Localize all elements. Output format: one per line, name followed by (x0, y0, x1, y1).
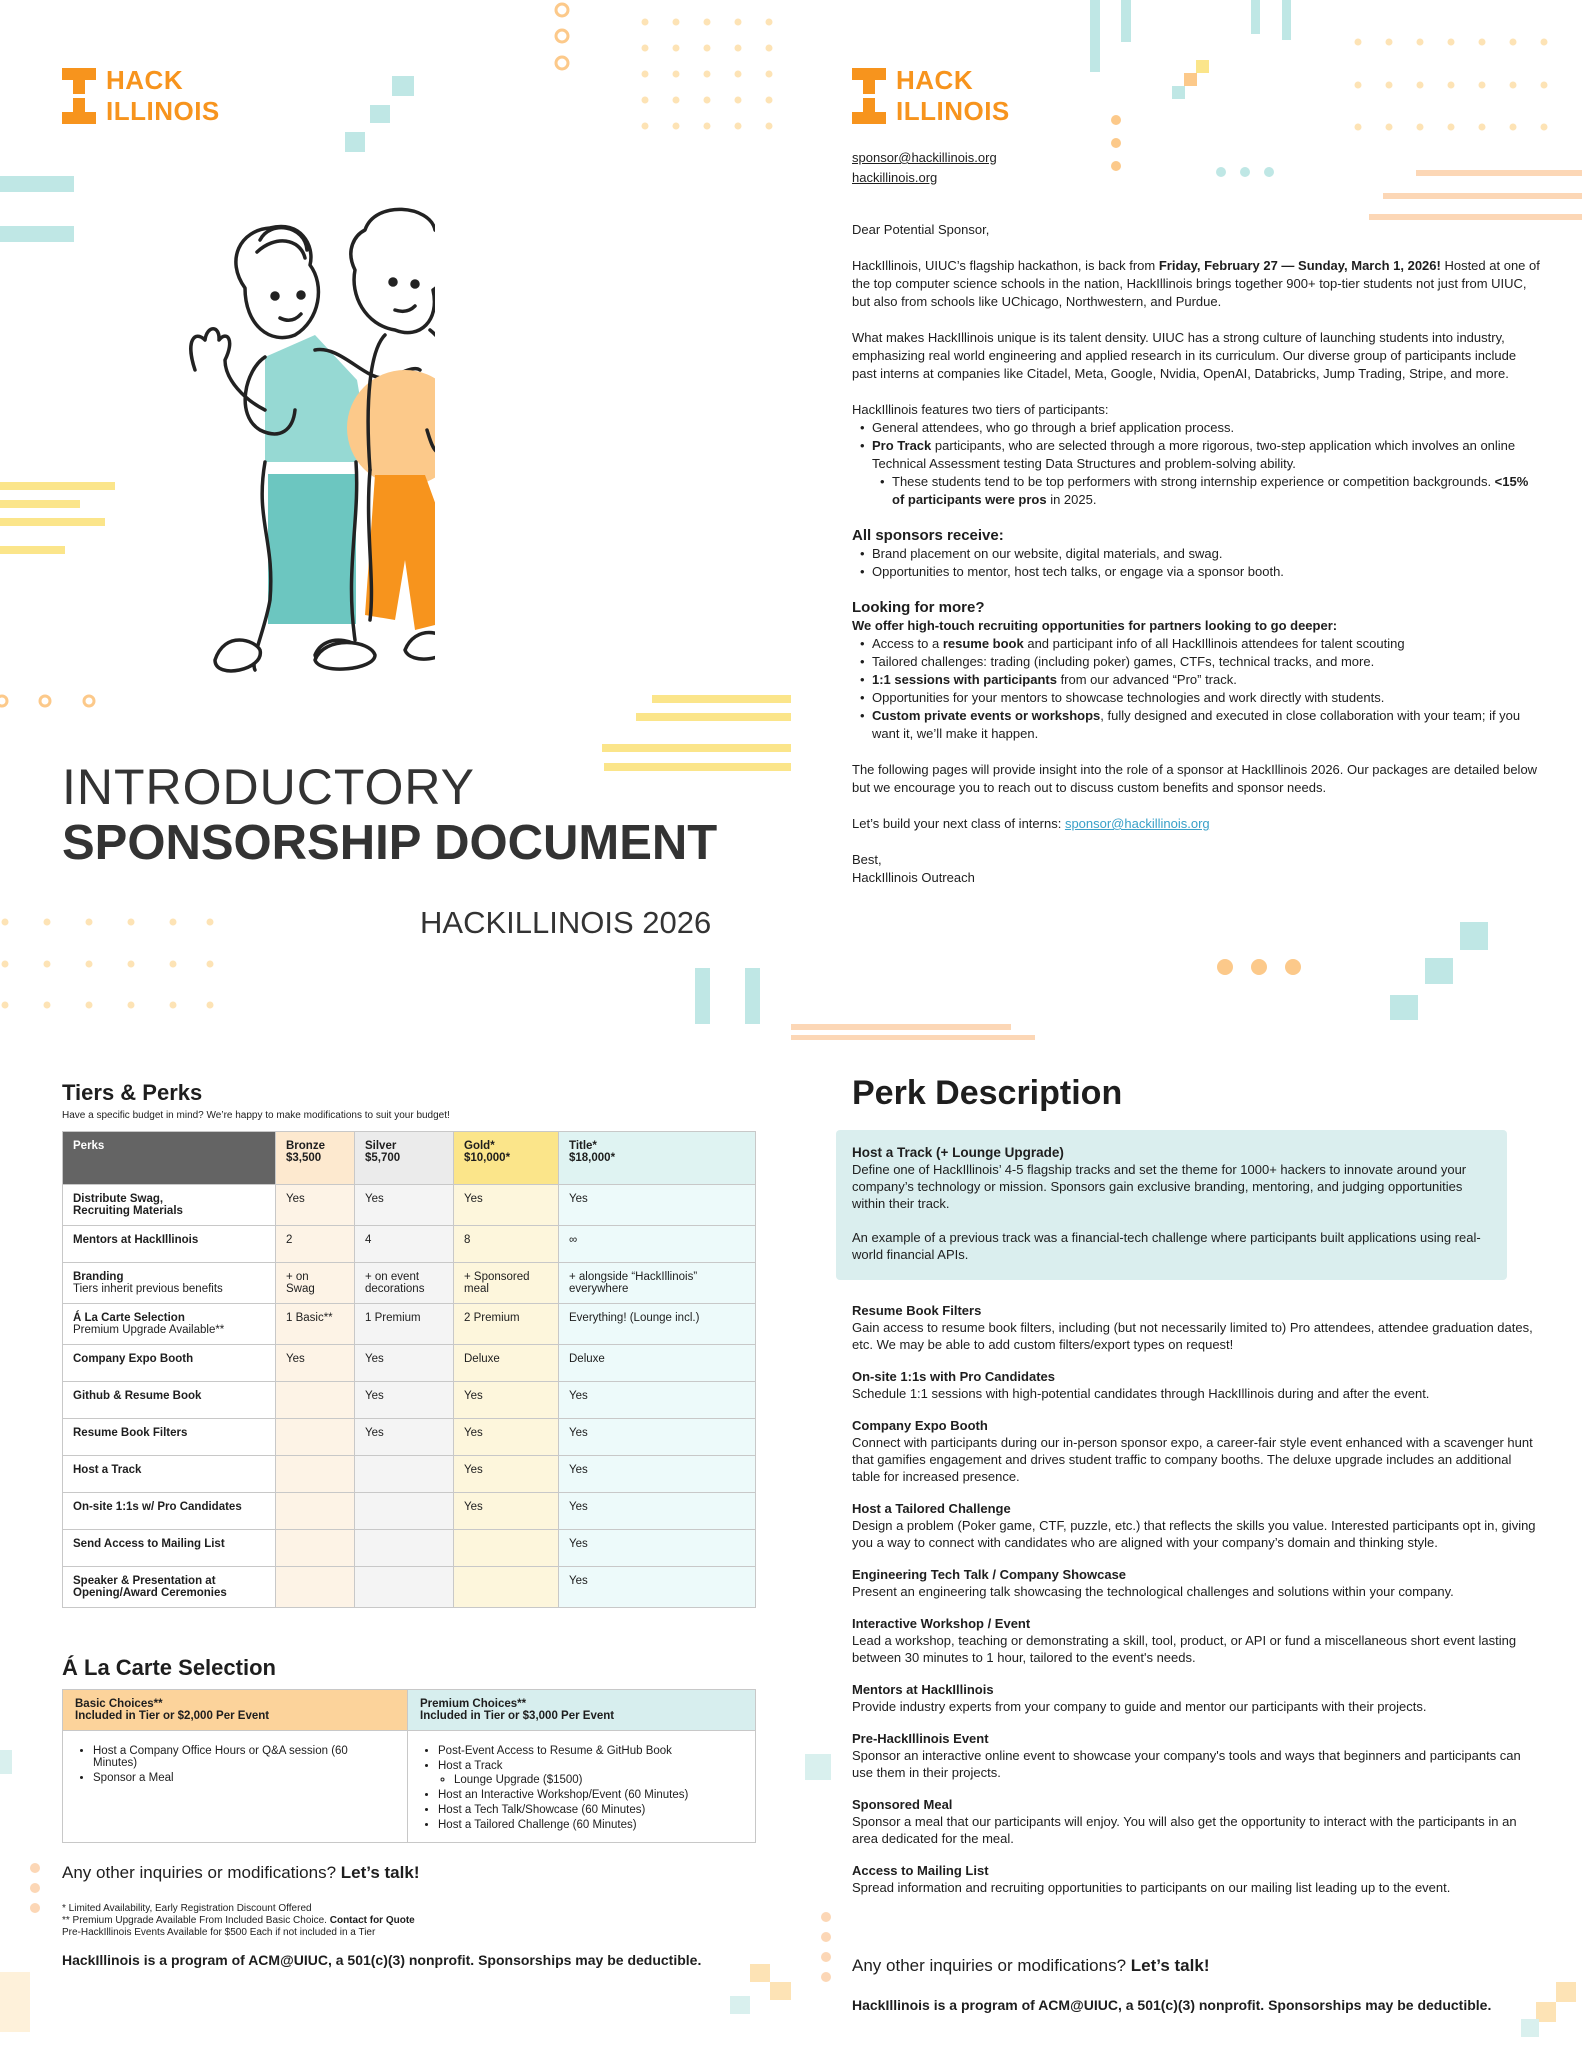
cta-email-link[interactable]: sponsor@hackillinois.org (1064, 816, 1210, 831)
host-track-box (836, 1130, 1507, 1280)
table-row (63, 1226, 756, 1263)
table-row (63, 1345, 756, 1382)
tiers-body (63, 1185, 756, 1608)
greeting: Dear Potential Sponsor, (852, 222, 990, 237)
perk-description: Sponsor a meal that our participants will enjoy. You will also get the opportunity to interact with the participants in an area dedicated for the meal. (852, 1814, 1517, 1846)
tier-cell (276, 1419, 355, 1456)
perk-name-cell (63, 1345, 276, 1382)
signoff: Best, (852, 852, 882, 867)
footnotes (62, 1903, 415, 1939)
participant-tier-list (852, 419, 1542, 509)
list-item: • Opportunities for your mentors to showcase technologies and work directly with students. (872, 689, 1542, 707)
basic-header-line-1: Basic Choices** (75, 1698, 163, 1710)
list-item: • Brand placement on our website, digital materials, and swag. (872, 545, 1542, 563)
tier-cell: Yes (454, 1419, 559, 1456)
table-row (63, 1419, 756, 1456)
list-item (872, 707, 1542, 743)
perk-description: Design a problem (Poker game, CTF, puzzle, etc.) that reflects the skills you value. Interested participants opt in, giving you a way to connect with candidates who are aligned with your company’s domain and thinking style. (852, 1518, 1536, 1550)
perk-list (852, 1302, 1542, 1911)
tier-cell: Yes (355, 1419, 454, 1456)
table-row (63, 1263, 756, 1304)
host-track-desc-2: An example of a previous track was a financial-tech challenge where participants built applications using real-world financial APIs. (852, 1230, 1481, 1262)
tier-cell (355, 1530, 454, 1567)
list-item (892, 473, 1542, 509)
pro-year: in 2025. (1046, 492, 1097, 507)
alacarte-table (62, 1689, 756, 1843)
event-dates: Friday, February 27 — Sunday, March 1, 2026! (1158, 258, 1441, 273)
intro-text-a: HackIllinois, UIUC’s flagship hackathon, is back from (852, 258, 1159, 273)
tier-cell: ∞ (559, 1226, 756, 1263)
sponsor-letter (852, 148, 1542, 887)
signature: HackIllinois Outreach (852, 870, 975, 885)
host-track-heading: Host a Track (+ Lounge Upgrade) (852, 1145, 1064, 1160)
nonprofit-note: HackIllinois is a program of ACM@UIUC, a 501(c)(3) nonprofit. Sponsorships may be deductible. (62, 1952, 702, 1968)
tier-cell (454, 1567, 559, 1608)
list-item: • Post-Event Access to Resume & GitHub Book (438, 1745, 743, 1757)
alacarte-title: Á La Carte Selection (62, 1655, 276, 1680)
perk-name: Mentors at HackIllinois (73, 1234, 199, 1246)
footnote-3: Pre-HackIllinois Events Available for $500 Each if not included in a Tier (62, 1927, 376, 1938)
inquiry-line (852, 1956, 1209, 1976)
track-sublist (438, 1774, 743, 1786)
header-perks: Perks (63, 1132, 276, 1185)
tiers-table (62, 1131, 756, 1608)
talent-paragraph: What makes HackIllinois unique is its talent density. UIUC has a strong culture of launching students into industry, emphasizing real world engineering and applied research in its curriculum. Our diverse group of participants include past interns at companies like Citadel, Meta, Google, Nvidia, OpenAI, Databricks, Jump Trading, Stripe, and more. (852, 330, 1517, 381)
perk-item (852, 1566, 1542, 1600)
tier-cell: Yes (559, 1530, 756, 1567)
perk-name: Distribute Swag, Recruiting Materials (73, 1193, 183, 1217)
basic-choices-cell (63, 1731, 408, 1843)
header-bronze: Bronze $3,500 (276, 1132, 355, 1185)
host-track-text: Host a Track (438, 1760, 503, 1772)
perk-heading: Host a Tailored Challenge (852, 1501, 1011, 1516)
m3-text: from our advanced “Pro” track. (1056, 672, 1237, 687)
tier-cell: Everything! (Lounge incl.) (559, 1304, 756, 1345)
perk-name: Resume Book Filters (73, 1427, 188, 1439)
header-title: Title* $18,000* (559, 1132, 756, 1185)
table-row (63, 1456, 756, 1493)
tier-cell: Yes (355, 1345, 454, 1382)
tier-cell: Yes (559, 1567, 756, 1608)
basic-header-line-2: Included in Tier or $2,000 Per Event (75, 1710, 270, 1722)
nonprofit-note: HackIllinois is a program of ACM@UIUC, a 501(c)(3) nonprofit. Sponsorships may be deductible. (852, 1997, 1492, 2013)
perk-name-cell (63, 1493, 276, 1530)
table-row (63, 1567, 756, 1608)
perk-name-cell (63, 1530, 276, 1567)
tier-cell (276, 1382, 355, 1419)
perk-heading: Sponsored Meal (852, 1797, 953, 1812)
tier-cell: + alongside “HackIllinois” everywhere (559, 1263, 756, 1304)
tier-cell: Yes (454, 1382, 559, 1419)
list-item: • Sponsor a Meal (93, 1772, 395, 1784)
perk-name-cell (63, 1304, 276, 1345)
hackillinois-logo-icon (62, 68, 96, 124)
contact-for-quote: Contact for Quote (329, 1915, 415, 1926)
lets-talk-link[interactable]: Let’s talk! (1130, 1956, 1210, 1975)
premium-header-line-1: Premium Choices** (420, 1698, 527, 1710)
tier-cell: 2 (276, 1226, 355, 1263)
perk-item (852, 1302, 1542, 1353)
cover-title-line-3: HACKILLINOIS 2026 (420, 905, 712, 940)
list-item: • Opportunities to mentor, host tech talks, or engage via a sponsor booth. (872, 563, 1542, 581)
perk-description: Present an engineering talk showcasing the technological challenges and solutions within your company. (852, 1584, 1454, 1599)
tier-cell (355, 1456, 454, 1493)
perk-item (852, 1500, 1542, 1551)
perk-heading: Resume Book Filters (852, 1303, 982, 1318)
perk-description: Provide industry experts from your company to guide and mentor our participants with their projects. (852, 1699, 1427, 1714)
premium-header-line-2: Included in Tier or $3,000 Per Event (420, 1710, 615, 1722)
list-item (872, 671, 1542, 689)
looking-for-more-heading: Looking for more? (852, 599, 985, 616)
perk-name: Á La Carte Selection (73, 1312, 185, 1324)
pro-track-label: Pro Track (872, 438, 932, 453)
list-item (872, 437, 1542, 509)
letter-page (791, 0, 1582, 1024)
table-row (63, 1530, 756, 1567)
premium-opportunities-list (852, 635, 1542, 743)
list-item (438, 1760, 743, 1786)
cover-page (0, 0, 791, 1024)
perk-description-page (791, 1024, 1582, 2048)
hackillinois-logo (62, 65, 220, 127)
table-row (63, 1185, 756, 1226)
pro-percentage: <15% of participants were pros (892, 474, 1529, 507)
tier-cell: 2 Premium (454, 1304, 559, 1345)
tiers-intro: HackIllinois features two tiers of participants: (852, 402, 1109, 417)
tier-cell: Yes (355, 1382, 454, 1419)
perk-item (852, 1796, 1542, 1847)
perk-name: Speaker & Presentation at Opening/Award Ceremonies (73, 1575, 227, 1599)
tier-cell: + Sponsored meal (454, 1263, 559, 1304)
list-item: • General attendees, who go through a brief application process. (872, 419, 1542, 437)
tiers-header-row (63, 1132, 756, 1185)
perk-subtext: Premium Upgrade Available** (73, 1324, 225, 1336)
tier-cell: 1 Basic** (276, 1304, 355, 1345)
tier-cell: Yes (454, 1493, 559, 1530)
perk-name-cell (63, 1382, 276, 1419)
perk-name-cell (63, 1226, 276, 1263)
all-sponsors-list (852, 545, 1542, 581)
tier-cell: 4 (355, 1226, 454, 1263)
perk-heading: Mentors at HackIllinois (852, 1682, 994, 1697)
perk-name: Host a Track (73, 1464, 142, 1476)
tier-cell: Yes (355, 1185, 454, 1226)
all-sponsors-heading: All sponsors receive: (852, 527, 1004, 544)
tier-cell (276, 1567, 355, 1608)
perk-name: Github & Resume Book (73, 1390, 202, 1402)
premium-choices-list (420, 1745, 743, 1831)
perk-heading: Interactive Workshop / Event (852, 1616, 1031, 1631)
perk-description-title: Perk Description (852, 1074, 1123, 1112)
m1-text-c: and participant info of all HackIllinois attendees for talent scouting (1023, 636, 1405, 651)
looking-for-more-subheading: We offer high-touch recruiting opportunities for partners looking to go deeper: (852, 618, 1338, 633)
tier-cell: Yes (559, 1419, 756, 1456)
footnote-2 (62, 1915, 415, 1927)
perk-name-cell (63, 1419, 276, 1456)
website-link[interactable]: hackillinois.org (852, 170, 938, 185)
perk-name-cell (63, 1263, 276, 1304)
tier-cell (454, 1530, 559, 1567)
hackillinois-logo (852, 65, 1010, 127)
perk-description: Sponsor an interactive online event to showcase your company's tools and ways that beginners and participants can use them in their projects. (852, 1748, 1521, 1780)
perk-description: Gain access to resume book filters, including (but not necessarily limited to) Pro attendees, attendee graduation dates, etc. We may be able to add custom filters/export types on request! (852, 1320, 1533, 1352)
perk-heading: Engineering Tech Talk / Company Showcase (852, 1567, 1127, 1582)
m1-bold: resume book (942, 636, 1024, 651)
tier-cell: 1 Premium (355, 1304, 454, 1345)
cover-title-line-1: INTRODUCTORY (62, 759, 475, 815)
perk-item (852, 1730, 1542, 1781)
table-row (63, 1304, 756, 1345)
tier-cell: + on event decorations (355, 1263, 454, 1304)
list-item: ◦ Lounge Upgrade ($1500) (454, 1774, 743, 1786)
perk-name: Send Access to Mailing List (73, 1538, 225, 1550)
logo-line-2: ILLINOIS (896, 96, 1010, 126)
perk-item (852, 1615, 1542, 1666)
intro-paragraph (852, 257, 1542, 311)
perk-description: Spread information and recruiting opportunities to participants on our mailing list leading up to the event. (852, 1880, 1451, 1895)
list-item (872, 635, 1542, 653)
table-row (63, 1493, 756, 1530)
inquiry-text: Any other inquiries or modifications? (62, 1863, 341, 1882)
perk-item (852, 1368, 1542, 1402)
perk-heading: Company Expo Booth (852, 1418, 988, 1433)
perk-item (852, 1681, 1542, 1715)
perk-description: Schedule 1:1 sessions with high-potential candidates through HackIllinois during and after the event. (852, 1386, 1430, 1401)
list-item: • Host a Tailored Challenge (60 Minutes) (438, 1819, 743, 1831)
footnote-2-text: ** Premium Upgrade Available From Included Basic Choice. (62, 1915, 330, 1926)
perk-name: Branding (73, 1271, 124, 1283)
perk-name: On-site 1:1s w/ Pro Candidates (73, 1501, 242, 1513)
premium-choices-cell (408, 1731, 756, 1843)
perk-name-cell (63, 1567, 276, 1608)
perk-item (852, 1862, 1542, 1896)
m5-bold: Custom private events or workshops (872, 708, 1101, 723)
intro-text-c: Hosted at one of the top computer science schools in the nation, HackIllinois brings together 900+ top-tier students not just from UIUC, but also from schools like UChicago, Northwestern, and Purdue. (852, 258, 1540, 309)
tiers-page (0, 1024, 791, 2048)
people-illustration (175, 200, 435, 680)
pro-track-text: participants, who are selected through a more rigorous, two-step application which involves an online Technical Assessment testing Data Structures and problem-solving ability. (872, 438, 1516, 471)
tiers-title: Tiers & Perks (62, 1080, 203, 1105)
basic-choices-list (75, 1745, 395, 1784)
inquiry-text: Any other inquiries or modifications? (852, 1956, 1131, 1975)
tier-cell (276, 1530, 355, 1567)
logo-line-1: HACK (106, 65, 184, 95)
perk-name-cell (63, 1185, 276, 1226)
hackillinois-logo-icon (852, 68, 886, 124)
tier-cell: Deluxe (559, 1345, 756, 1382)
tiers-subtitle: Have a specific budget in mind? We’re happy to make modifications to suit your budget! (62, 1110, 450, 1121)
cta-text: Let’s build your next class of interns: (852, 816, 1065, 831)
list-item: • Host an Interactive Workshop/Event (60 Minutes) (438, 1789, 743, 1801)
tier-cell: Yes (276, 1185, 355, 1226)
perk-name: Company Expo Booth (73, 1353, 194, 1365)
header-gold: Gold* $10,000* (454, 1132, 559, 1185)
header-silver: Silver $5,700 (355, 1132, 454, 1185)
list-item: • Host a Tech Talk/Showcase (60 Minutes) (438, 1804, 743, 1816)
perk-description: Lead a workshop, teaching or demonstrating a skill, tool, product, or API or fund a miscellaneous short event lasting between 30 minutes to 1 hour, tailored to the event's needs. (852, 1633, 1517, 1665)
perk-name-cell (63, 1456, 276, 1493)
tier-cell: Yes (559, 1382, 756, 1419)
logo-line-2: ILLINOIS (106, 96, 220, 126)
m1-text-a: Access to a (872, 636, 943, 651)
m3-bold: 1:1 sessions with participants (872, 672, 1057, 687)
tier-cell: Yes (454, 1456, 559, 1493)
perk-subtext: Tiers inherit previous benefits (73, 1283, 223, 1295)
tier-cell (355, 1567, 454, 1608)
table-row (63, 1382, 756, 1419)
lets-talk-link[interactable]: Let’s talk! (340, 1863, 420, 1882)
tier-cell (355, 1493, 454, 1530)
tier-cell: 8 (454, 1226, 559, 1263)
email-link[interactable]: sponsor@hackillinois.org (852, 150, 997, 165)
cover-title-line-2: SPONSORSHIP DOCUMENT (62, 816, 718, 870)
alacarte-header-row (63, 1690, 756, 1731)
tier-cell: Yes (454, 1185, 559, 1226)
footnote-1: * Limited Availability, Early Registration Discount Offered (62, 1903, 312, 1914)
cta-paragraph (852, 815, 1542, 833)
perk-heading: Pre-HackIllinois Event (852, 1731, 989, 1746)
host-track-desc-1: Define one of HackIllinois’ 4-5 flagship tracks and set the theme for 1000+ hackers to innovate around your company’s technology or mission. Sponsors gain exclusive branding, mentoring, and judging opportunities within their track. (852, 1162, 1467, 1211)
packages-paragraph: The following pages will provide insight into the role of a sponsor at HackIllinois 2026. Our packages are detailed below but we encourage you to reach out to discuss custom benefits and sponsor needs. (852, 762, 1538, 795)
pro-sub-text: These students tend to be top performers with strong internship experience or competition backgrounds. (892, 474, 1495, 489)
tier-cell (276, 1456, 355, 1493)
more-sub-text: We offer high-touch recruiting opportunities for partners looking to go deeper (852, 618, 1333, 633)
alacarte-body-row (63, 1731, 756, 1843)
tier-cell (276, 1493, 355, 1530)
tier-cell: Yes (559, 1493, 756, 1530)
tier-cell: Yes (559, 1456, 756, 1493)
tier-cell: Yes (559, 1185, 756, 1226)
tier-cell: Deluxe (454, 1345, 559, 1382)
inquiry-line (62, 1863, 419, 1883)
tier-cell: + on Swag (276, 1263, 355, 1304)
list-item: • Tailored challenges: trading (including poker) games, CTFs, technical tracks, and more. (872, 653, 1542, 671)
basic-choices-header (63, 1690, 408, 1731)
logo-line-1: HACK (896, 65, 974, 95)
m5-text: , fully designed and executed in close collaboration with your team; if you want it, we’ll make it happen. (872, 708, 1521, 741)
perk-item (852, 1417, 1542, 1485)
perk-description: Connect with participants during our in-person sponsor expo, a career-fair style event enhanced with a scavenger hunt that gamifies engagement and drives student traffic to company booths. The deluxe upgrade includes an additional table for increased presence. (852, 1435, 1533, 1484)
perk-heading: On-site 1:1s with Pro Candidates (852, 1369, 1055, 1384)
pro-sublist (872, 473, 1542, 509)
premium-choices-header (408, 1690, 756, 1731)
list-item: • Host a Company Office Hours or Q&A session (60 Minutes) (93, 1745, 395, 1769)
perk-heading: Access to Mailing List (852, 1863, 989, 1878)
tier-cell: Yes (276, 1345, 355, 1382)
